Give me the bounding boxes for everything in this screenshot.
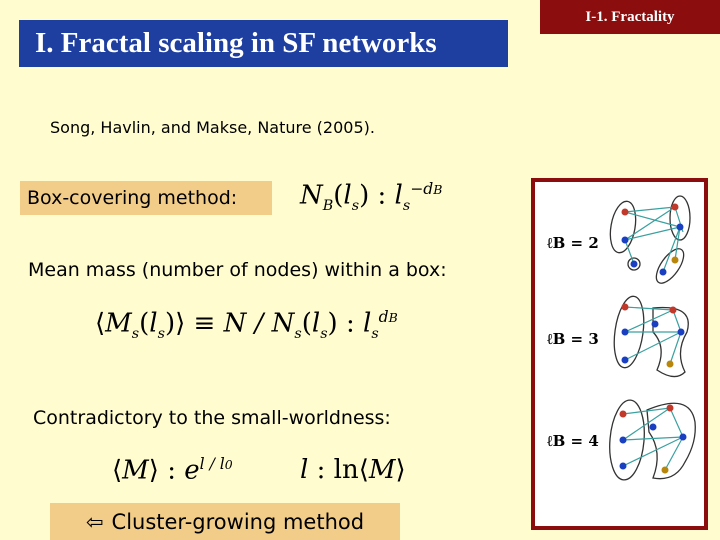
box-covering-label: Box-covering method: — [20, 181, 272, 215]
small-world-formula-b: l : ln⟨M⟩ — [300, 455, 406, 485]
formula-exponent-subscript: B — [433, 182, 443, 197]
formula-subscript: s — [131, 325, 140, 342]
formula-symbol: l — [394, 180, 403, 211]
formula-symbol: l — [362, 308, 372, 339]
section-tag: I-1. Fractality — [540, 0, 720, 34]
formula-symbol: N — [300, 180, 323, 211]
formula-subscript: B — [322, 197, 334, 214]
formula-subscript: s — [294, 325, 302, 342]
formula-symbol: M — [122, 455, 149, 486]
box-covering-diagram — [535, 182, 704, 526]
formula-symbol: M — [105, 308, 132, 339]
formula-exponent: d — [378, 308, 389, 326]
formula-exponent: −d — [410, 180, 434, 198]
left-arrow-icon: ⇦ — [85, 509, 104, 534]
panel-label-lb-2: ℓB = 2 — [547, 234, 599, 252]
formula-symbol: l — [343, 180, 352, 211]
formula-symbol: l — [300, 455, 309, 485]
formula-relation: : — [316, 455, 326, 485]
formula-exponent-subscript: 0 — [224, 457, 233, 472]
box-covering-figure — [531, 178, 708, 530]
slide-title: I. Fractal scaling in SF networks — [19, 20, 508, 67]
box-outline — [670, 196, 690, 240]
formula-subscript: s — [157, 325, 165, 342]
formula-subscript: s — [320, 325, 328, 342]
formula-function: ln — [333, 455, 359, 485]
formula-subscript: s — [402, 197, 411, 214]
formula-middle: ≡ N / N — [193, 308, 295, 339]
formula-relation: : — [377, 180, 387, 211]
formula-symbol: e — [184, 455, 200, 486]
mean-mass-formula: $⟨M_s(l_s)⟩ \equiv N / N_s(l_s)$ : $l_s^{dB}$ — [95, 308, 398, 342]
cluster-growing-text: Cluster-growing method — [111, 509, 365, 534]
formula-exponent: l / l — [199, 455, 225, 473]
cluster-growing-label — [50, 503, 400, 540]
formula-symbol: l — [311, 308, 321, 339]
formula-exponent-subscript: B — [388, 310, 398, 325]
panel-lb-4 — [607, 399, 696, 482]
citation: Song, Havlin, and Makse, Nature (2005). — [50, 118, 375, 137]
panel-label-lb-4: ℓB = 4 — [547, 432, 599, 450]
formula-subscript: s — [371, 325, 379, 342]
panel-lb-3 — [610, 294, 688, 376]
panel-label-lb-3: ℓB = 3 — [547, 330, 599, 348]
box-outline — [607, 199, 640, 254]
formula-symbol: M — [368, 455, 396, 485]
formula-relation: : — [345, 308, 355, 339]
box-outline — [651, 244, 689, 287]
box-covering-formula: $N_B(l_s)$ : $l_s^{-dB}$ — [300, 180, 443, 214]
contradictory-text: Contradictory to the small-worldness: — [33, 407, 391, 429]
mean-mass-text: Mean mass (number of nodes) within a box: — [28, 259, 447, 281]
formula-relation: : — [167, 455, 176, 486]
formula-symbol: l — [149, 308, 158, 339]
formula-subscript: s — [351, 197, 360, 214]
small-world-formula-a: ⟨M⟩ : $e^{l / l0}$ — [112, 455, 233, 486]
box-outline — [647, 403, 695, 478]
panel-lb-2 — [607, 196, 690, 288]
